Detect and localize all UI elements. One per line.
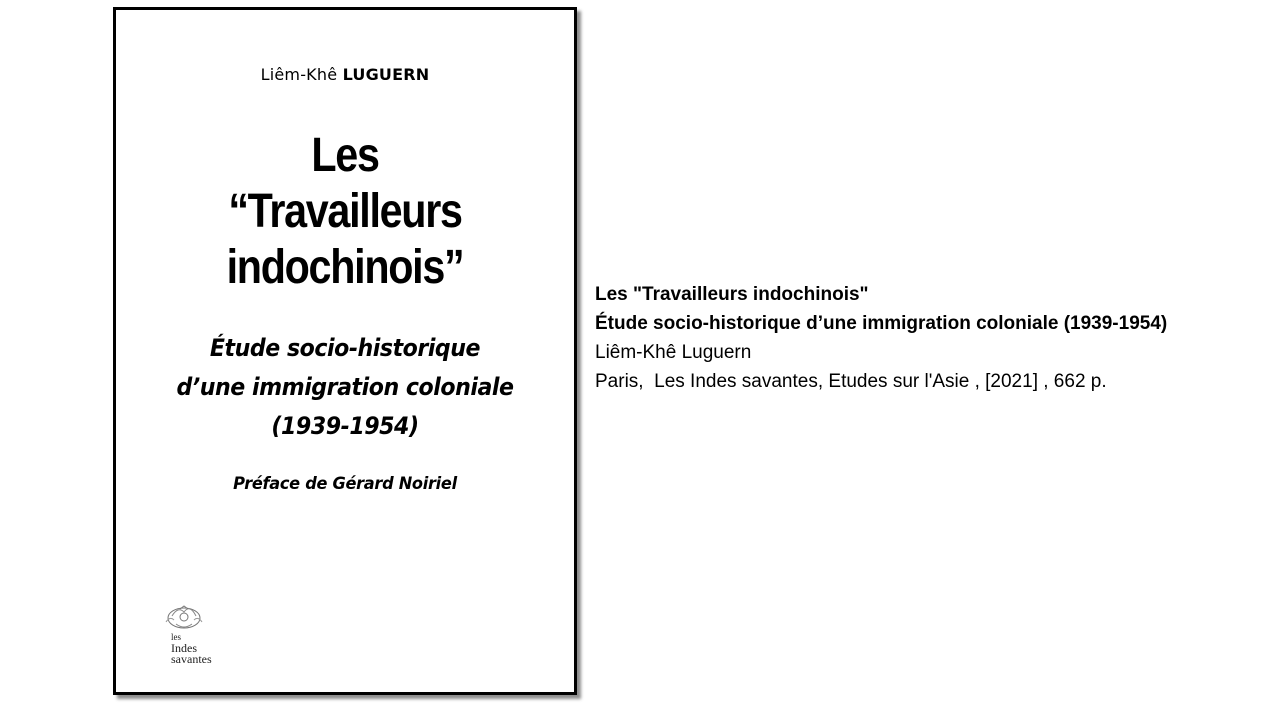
cover-title-line: “Travailleurs	[228, 185, 462, 238]
cover-title	[148, 128, 542, 296]
cover-subtitle-line: Étude socio-historique	[209, 334, 481, 362]
cover-author	[116, 65, 574, 84]
cover-subtitle	[134, 329, 555, 446]
cover-subtitle-line: (1939-1954)	[271, 412, 419, 440]
publisher-logo	[154, 604, 234, 674]
citation-author: Liêm-Khê Luguern	[595, 342, 752, 363]
publisher-name-line: Indes	[171, 641, 197, 655]
book-cover	[113, 7, 577, 695]
publisher-name	[171, 632, 212, 665]
publisher-name-line: les	[171, 632, 181, 642]
cover-title-line: indochinois”	[226, 241, 464, 294]
cover-author-last: LUGUERN	[342, 65, 430, 84]
publisher-name-line: savantes	[171, 652, 212, 666]
publisher-emblem-icon	[158, 604, 210, 634]
citation-subtitle: Étude socio-historique d’une immigration coloniale (1939-1954)	[595, 313, 1168, 334]
cover-subtitle-line: d’une immigration coloniale	[176, 373, 514, 401]
cover-author-first: Liêm-Khê	[260, 65, 343, 84]
cover-title-line: Les	[311, 129, 379, 182]
citation-title: Les "Travailleurs indochinois"	[595, 284, 869, 305]
cover-preface: Préface de Gérard Noiriel	[233, 474, 457, 494]
citation-publication: Paris, Les Indes savantes, Etudes sur l'Asie , [2021] , 662 p.	[595, 371, 1107, 392]
book-citation	[595, 280, 1167, 396]
